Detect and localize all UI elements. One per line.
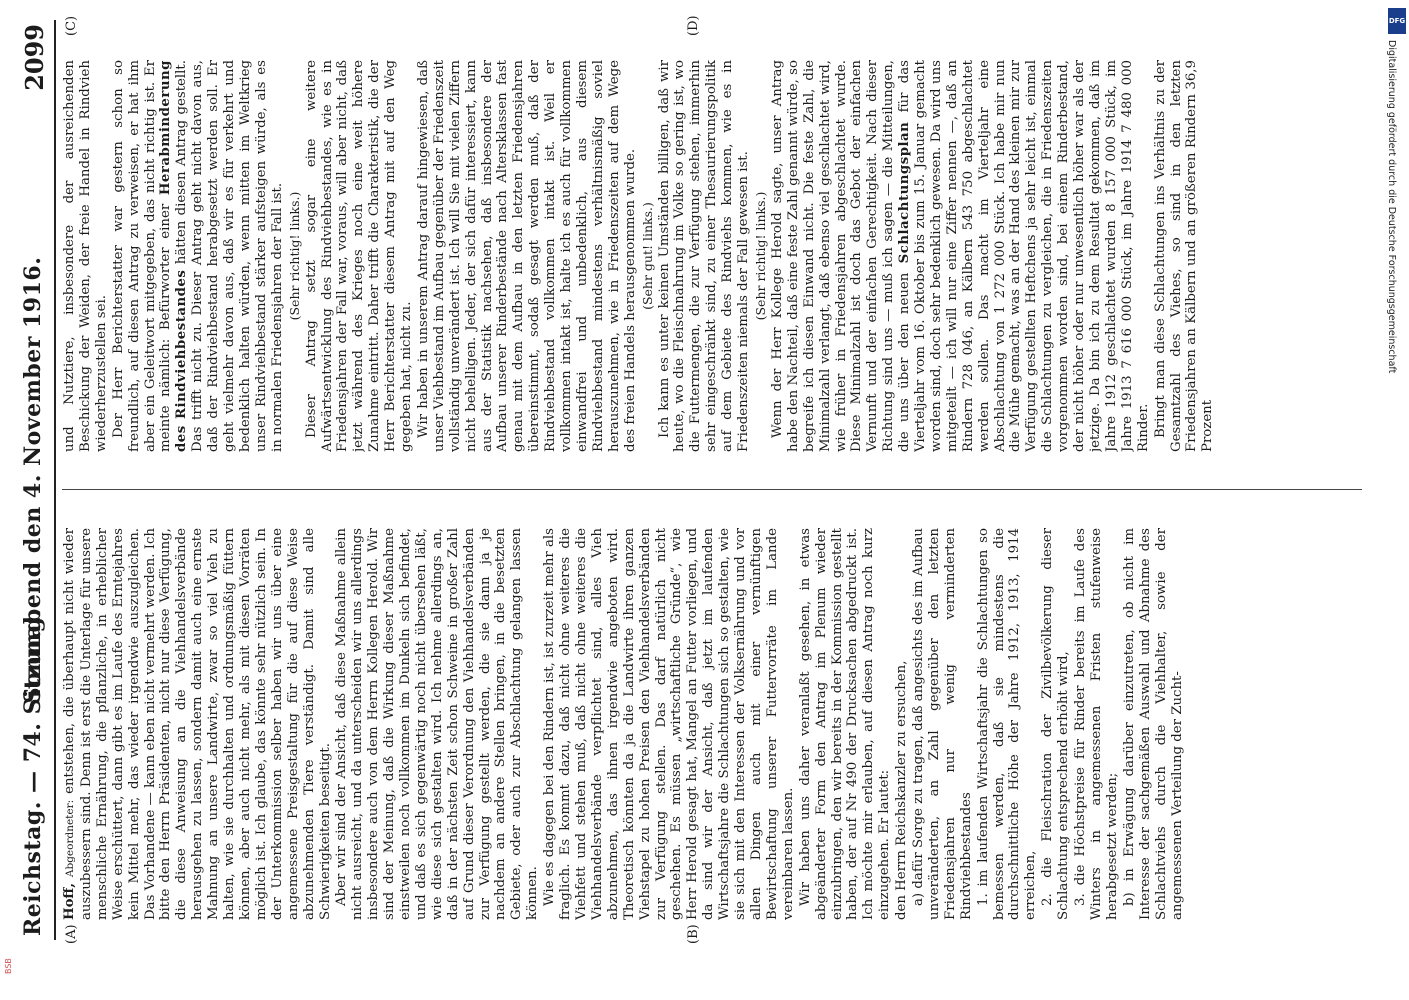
resolution-item: 1. im laufenden Wirtschaftsjahr die Schlachtungen so bemessen werden, daß sie mindestens die durchschnittliche Höhe der Jahre 1912, 1913, 1914 erreichen, — [975, 528, 1039, 920]
marker-c: (C) — [64, 15, 79, 36]
right-column — [62, 60, 1362, 452]
paragraph — [62, 528, 333, 920]
resolution-item: b) in Erwägung darüber einzutreten, ob nicht im Interesse der sachgemäßen Auswahl und Abnahme des Schlachtviehs durch die Viehhalter, sowie der angemessenen Verteilung der Zucht- — [1121, 528, 1185, 920]
paragraph — [770, 60, 1152, 452]
paragraph-text: Der Herr Berichterstatter war gestern schon so freundlich, auf diesen Antrag zu verweisen, er hat ihm aber ein Geleitwort mitgegeben, das nicht richtig ist. Er meinte nämlich: Befürworter einer — [110, 60, 174, 452]
library-mark: BSB — [4, 958, 13, 974]
paragraph-text: für das Vierteljahr vom 16. Oktober bis zum 15. Januar gemacht worden sind, doch sehr bedenklich gewesen. Da wird uns mitgeteilt — ich will nur eine Ziffer nennen —, daß an Rindern 728 046, an Kälbern 543 750 abgeschlachtet werden sollen. Das macht im Vierteljahr eine Abschlachtung von 1 272 000 Stück. Ich habe mir nun die Mühe gemacht, was an der Hand des kleinen mir zur Verfügung gestellten Heftchens ja sehr leicht ist, einmal die Schlachtungen zu vergleichen, die in Friedenszeiten vorgenommen worden sind, bei einem Rinderbestand, der nicht höher oder nur unwesentlich höher war als der jetzige. Da bin ich zu dem Resultat gekommen, daß im Jahre 1912 geschlachtet wurden 8 157 000 Stück, im Jahre 1913 7 616 000 Stück, im Jahre 1914 7 480 000 Rinder. — [897, 60, 1151, 452]
left-column — [62, 528, 1362, 920]
marker-d: (D) — [686, 15, 701, 36]
paragraph-text: Wenn der Herr Kollege Herold sagte, unser Antrag habe den Nachteil, daß eine feste Zahl genannt würde, so begreife ich diesen Einwand nicht. Die feste Zahl, die Minimalzahl verlangt, daß ebenso viel geschlachtet wird, wie früher in Friedensjahren abgeschlachtet wurde. Diese Minimalzahl ist doch das Gebot der einfachen Vernunft und der einfachen Gerechtigkeit. Nach dieser Richtung sind uns — muß ich sagen — die Mitteilungen, die uns über den neuen — [769, 60, 913, 452]
page-header — [14, 20, 56, 940]
interjection: (Sehr richtig! links.) — [752, 191, 768, 321]
interjection: (Sehr richtig! links.) — [286, 191, 302, 321]
marker-a: (A) — [64, 924, 79, 944]
funding-credit: Digitalisierung gefördert durch die Deutsche Forschungsgemeinschaft — [1386, 40, 1397, 374]
paragraph: Wir haben uns daher veranlaßt gesehen, in etwas abgeänderter Form den Antrag im Plenum wieder einzubringen, den wir bereits in der Kommission gestellt haben, der auf Nr 490 der Drucksachen abgedruckt ist. Ich möchte mir erlauben, auf diesen Antrag noch kurz einzugehen. Er lautet: — [797, 528, 893, 920]
paragraph: Dieser Antrag setzt sogar eine weitere Aufwärtsentwicklung des Rindviehbestandes, wie es in Friedensjahren der Fall war, voraus, will aber nicht, daß jetzt während des Krieges noch eine weit höhere Zunahme eintritt. Daher trifft die Charakteristik, die der Herr Berichterstatter diesem Antrag mit auf den Weg gegeben hat, nicht zu. — [303, 60, 415, 452]
speaker-name: Hoff, — [62, 883, 77, 920]
speaker-role: Abgeordneter: — [64, 799, 76, 878]
paragraph: Wir haben in unserem Antrag darauf hingewiesen, daß unser Viehbestand im Aufbau gegenüber der Friedenszeit vollständig unverändert ist. Ich will Sie mit vielen Ziffern nicht behelligen. Jeder, der sich dafür interessiert, kann aus der Statistik nachsehen, daß insbesondere der Aufbau unserer Rinderbestände nach Altersklassen fast genau mit dem Aufbau in den letzten Friedensjahren übereinstimmt, sodaß gesagt werden muß, daß der Rindviehbestand vollkommen intakt ist. Weil er vollkommen intakt ist, halte ich es auch für vollkommen einwandfrei und unbedenklich, aus diesem Rindviehbestand mindestens verhältnismäßig soviel herauszunehmen, wie in Friedenszeiten auf dem Wege des freien Handels herausgenommen wurde. — [415, 60, 638, 452]
paragraph-text: hätten diesen Antrag gestellt. Das trifft nicht zu. Dieser Antrag geht nicht davon aus, daß der Rindviehbestand herabgesetzt werden soll. Er geht vielmehr davon aus, daß wir es für verkehrt und bedenklich halten würden, wenn mitten im Weltkrieg unser Rindviehbestand stärker aufsteigen würde, als es in normalen Friedensjahren der Fall ist. — [174, 60, 285, 452]
dfg-logo: DFG — [1388, 8, 1406, 34]
header-date: Sonnabend den 4. November 1916. — [20, 256, 46, 704]
page-number: 2099 — [20, 24, 49, 91]
digitization-sidebar — [1386, 0, 1409, 1000]
emphasis-text: Herabminderung des Rindviehbestandes — [158, 60, 190, 452]
paragraph — [111, 60, 286, 452]
resolution-item: 2. die Fleischration der Zivilbevölkerung dieser Schlachtung entsprechend erhöht wird, — [1040, 528, 1072, 920]
header-session: Reichstag. — 74. Sitzung. — [20, 608, 46, 936]
paragraph: Wie es dagegen bei den Rindern ist, ist zurzeit mehr als fraglich. Es kommt dazu, daß nicht ohne weiteres die Viehfett und stehen muß, daß nicht ohne weiteres die Viehhandelsverbände verpflichtet sind, alles Vieh abzunehmen, das ihnen irgendwie angeboten wird. Theoretisch könnten da ja die Landwirte ihren ganzen Viehstapel zu hohen Preisen den Viehhandelsverbänden zur Verfügung stellen. Das darf natürlich nicht geschehen. Es müssen „wirtschaftliche Gründe“, wie Herr Herold gesagt hat, Mangel an Futter vorliegen, und da sind wir der Ansicht, daß jetzt im laufenden Wirtschaftsjahre die Schlachtungen sich so gestalten, wie sie sich mit den Interessen der Volksernährung und vor allen Dingen auch mit einer vernünftigen Bewirtschaftung unserer Futtervorräte im Lande vereinbaren lassen. — [542, 528, 796, 920]
paragraph-text: entstehen, die überhaupt nicht wieder auszubessern sind. Denn ist erst die Unterlage für unsere menschliche Ernährung, die pflanzliche, in erheblicher Weise erschüttert, dann gibt es im Laufe des Erntejahres kein Mittel mehr, das wieder irgendwie auszugleichen. Das Vorhandene — kann eben nicht vermehrt werden. Ich bitte den Herrn Präsidenten, nicht nur diese Verfügung, die diese Anweisung an die Viehhandelsverbände herausgehen zu lassen, sondern damit auch eine ernste Mahnung an unsere Landwirte, zwar so viel Vieh zu halten, wie sie durchhalten und ordnungsmäßig füttern können, aber auch nicht mehr, als mit diesen Vorräten möglich ist. Ich glaube, das könnte sehr nützlich sein. In der Unterkommission selber haben wir uns über eine angemessene Preisgestaltung für die auf diese Weise abzunehmenden Tiere verständigt. Damit sind alle Schwierigkeiten beseitigt. — [62, 528, 333, 920]
paragraph: Aber wir sind der Ansicht, daß diese Maßnahme allein nicht ausreicht, und da unterscheiden wir uns allerdings insbesondere auch von dem Herrn Kollegen Herold. Wir sind der Meinung, daß die Wirkung dieser Maßnahme einstweilen noch vollkommen im Dunkeln sich befindet, und daß es sich gegenwärtig noch nicht übersehen läßt, wie diese sich gestalten wird. Ich nehme allerdings an, daß in der nächsten Zeit schon Schweine in großer Zahl auf Grund dieser Verordnung den Viehhandelsverbänden zur Verfügung gestellt werden, die sie dann ja je nachdem an andere Stellen bringen, in die besetzten Gebiete, oder auch zur Abschlachtung gelangen lassen können. — [334, 528, 541, 920]
paragraph: Bringt man diese Schlachtungen ins Verhältnis zu der Gesamtzahl des Viehes, so sind in den letzten Friedensjahren an Kälbern und an größeren Rindern 36,9 Prozent — [1152, 60, 1216, 452]
paragraph: und Nutztiere, insbesondere der ausreichenden Beschickung der Weiden, der freie Handel in Rindvieh wiederherzustellen sei. — [62, 60, 109, 452]
paragraph: Ich kann es unter keinen Umständen billigen, daß wir heute, wo die Fleischnahrung im Volke so gering ist, wo die Futtermengen, die zur Verfügung stehen, immerhin sehr eingeschränkt sind, zu einer Thesaurierungspolitik auf dem Gebiete des Rindviehs kommen, wie es in Friedenszeiten niemals der Fall gewesen ist. — [656, 60, 752, 452]
emphasis-text: Schlachtungsplan — [897, 121, 913, 264]
resolution-intro: den Herrn Reichskanzler zu ersuchen, — [894, 660, 910, 920]
resolution-item: a) dafür Sorge zu tragen, daß angesichts des im Aufbau unveränderten, an Zahl gegenüber den letzten Friedensjahren nur wenig verminderten Rindviehbestandes — [911, 528, 974, 920]
column-divider — [62, 489, 1362, 490]
interjection: (Sehr gut! links.) — [639, 202, 655, 310]
resolution-item: 3. die Höchstpreise für Rinder bereits im Laufe des Winters in angemessenen Fristen stufenweise herabgesetzt werden; — [1073, 528, 1120, 920]
marker-b: (B) — [686, 924, 701, 944]
